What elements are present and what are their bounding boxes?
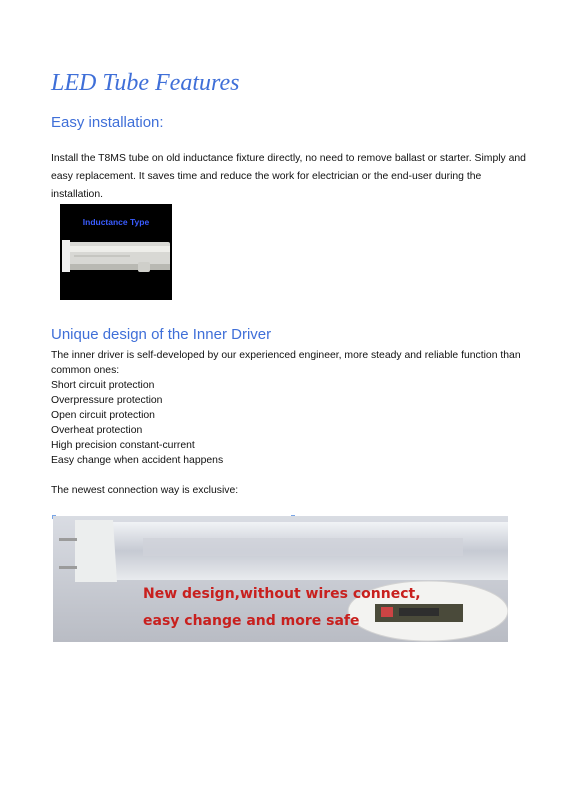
list-item: Overpressure protection bbox=[51, 395, 163, 406]
list-item: High precision constant-current bbox=[51, 440, 195, 451]
image-text-line2: easy change and more safe bbox=[143, 613, 360, 629]
feature-list bbox=[51, 378, 223, 468]
inner-driver-intro: The inner driver is self-developed by our experienced engineer, more steady and reliable function than common ones: bbox=[51, 350, 521, 376]
list-item: Easy change when accident happens bbox=[51, 455, 224, 466]
image-caption: Inductance Type bbox=[82, 217, 150, 227]
page-title: LED Tube Features bbox=[51, 70, 240, 96]
section-heading-inner-driver: Unique design of the Inner Driver bbox=[51, 326, 272, 343]
list-item: Open circuit protection bbox=[51, 410, 155, 421]
section-heading-installation: Easy installation: bbox=[51, 114, 164, 131]
installation-paragraph: Install the T8MS tube on old inductance fixture directly, no need to remove ballast or starter. Simply and easy replacement. It saves time and reduce the work for electrician or the end-user during the installation. bbox=[51, 153, 526, 200]
list-item: Short circuit protection bbox=[51, 380, 155, 391]
list-item: Overheat protection bbox=[51, 425, 143, 436]
led-tube-image bbox=[53, 516, 508, 642]
connection-text: The newest connection way is exclusive: bbox=[51, 485, 239, 496]
image-text-line1: New design,without wires connect, bbox=[143, 586, 421, 602]
inductance-fixture-image bbox=[60, 204, 172, 300]
